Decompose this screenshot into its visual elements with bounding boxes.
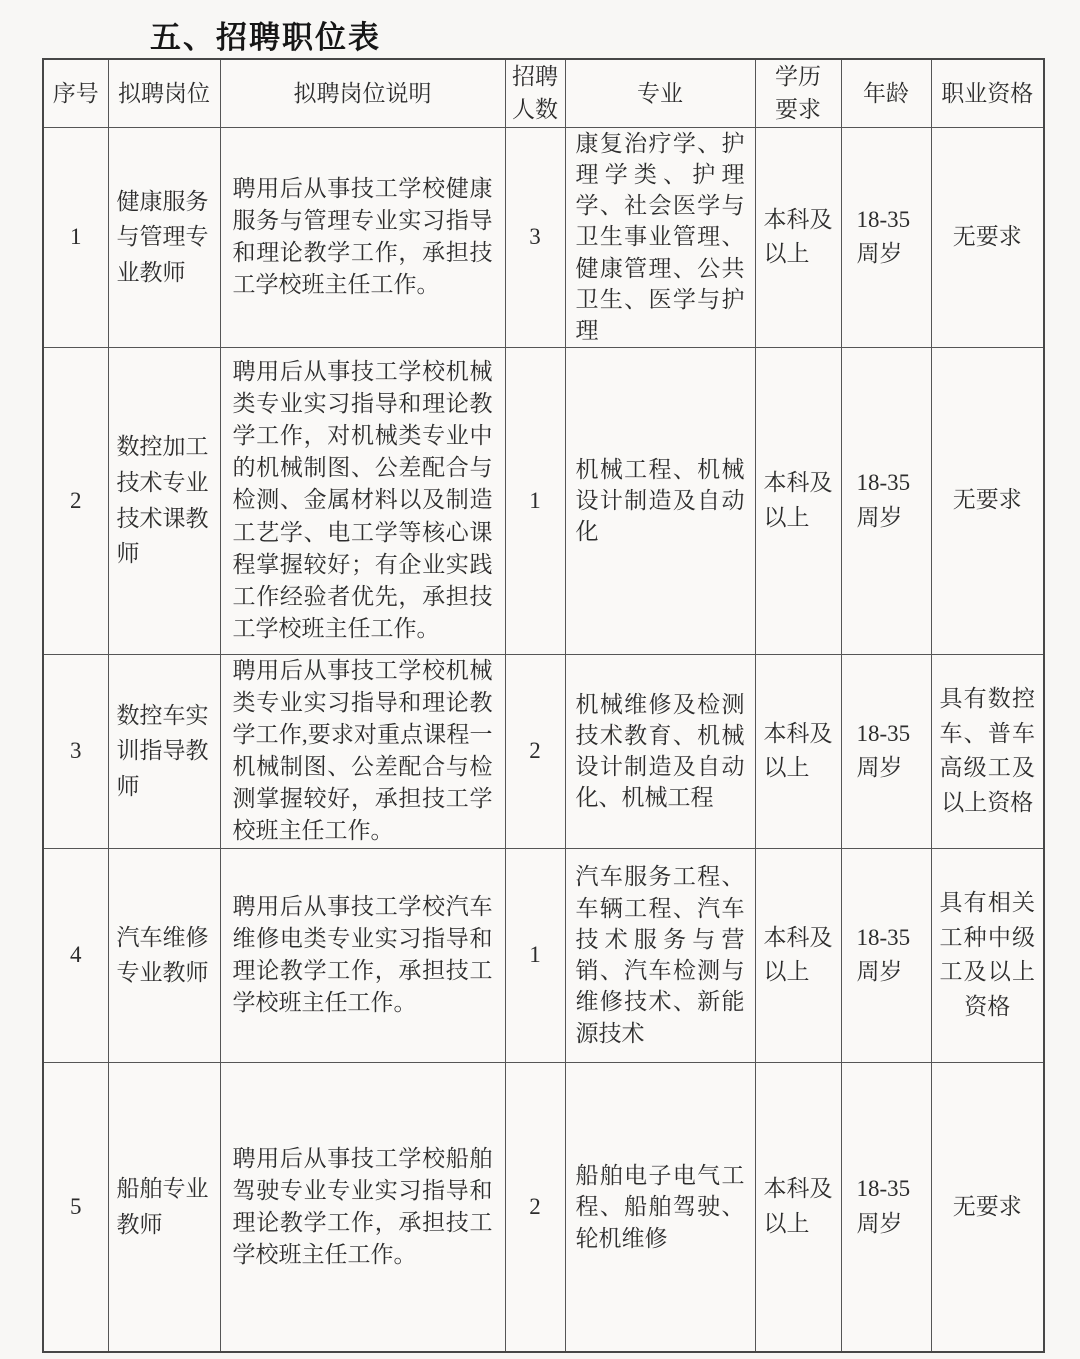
cell-professional-qualification: 具有数控车、普车高级工及以上资格 (931, 654, 1044, 848)
cell-education-requirement: 本科及以上 (755, 347, 841, 654)
cell-professional-qualification: 无要求 (931, 347, 1044, 654)
table-body (43, 127, 1044, 1352)
cell-recruit-count: 2 (505, 654, 565, 848)
cell-position-description: 聘用后从事技工学校机械类专业实习指导和理论教学工作，对机械类专业中的机械制图、公差配合与检测、金属材料以及制造工艺学、电工学等核心课程掌握较好；有企业实践工作经验者优先，承担技工学校班主任工作。 (220, 347, 505, 654)
cell-age: 18-35周岁 (841, 654, 931, 848)
cell-professional-qualification: 无要求 (931, 127, 1044, 347)
table-row (43, 347, 1044, 654)
cell-major: 机械维修及检测技术教育、机械设计制造及自动化、机械工程 (565, 654, 755, 848)
header-professional-qualification: 职业资格 (931, 59, 1044, 127)
cell-serial-number: 4 (43, 848, 108, 1062)
cell-education-requirement: 本科及以上 (755, 1062, 841, 1352)
header-major: 专业 (565, 59, 755, 127)
table-row (43, 127, 1044, 347)
header-row (43, 59, 1044, 127)
cell-professional-qualification: 无要求 (931, 1062, 1044, 1352)
cell-position: 汽车维修专业教师 (108, 848, 220, 1062)
cell-age: 18-35周岁 (841, 1062, 931, 1352)
cell-major: 汽车服务工程、车辆工程、汽车技术服务与营销、汽车检测与维修技术、新能源技术 (565, 848, 755, 1062)
cell-position: 数控车实训指导教师 (108, 654, 220, 848)
cell-major: 机械工程、机械设计制造及自动化 (565, 347, 755, 654)
cell-serial-number: 5 (43, 1062, 108, 1352)
cell-position-description: 聘用后从事技工学校船舶驾驶专业专业实习指导和理论教学工作，承担技工学校班主任工作。 (220, 1062, 505, 1352)
cell-serial-number: 3 (43, 654, 108, 848)
cell-professional-qualification: 具有相关工种中级工及以上资格 (931, 848, 1044, 1062)
table-row (43, 654, 1044, 848)
cell-age: 18-35周岁 (841, 347, 931, 654)
header-age: 年龄 (841, 59, 931, 127)
cell-position-description: 聘用后从事技工学校健康服务与管理专业实习指导和理论教学工作，承担技工学校班主任工作。 (220, 127, 505, 347)
page-title: 五、招聘职位表 (150, 20, 381, 55)
cell-position: 船舶专业教师 (108, 1062, 220, 1352)
cell-education-requirement: 本科及以上 (755, 848, 841, 1062)
cell-education-requirement: 本科及以上 (755, 654, 841, 848)
cell-recruit-count: 1 (505, 848, 565, 1062)
cell-position: 数控加工技术专业技术课教师 (108, 347, 220, 654)
recruitment-table (42, 58, 1045, 1353)
header-recruit-count: 招聘人数 (505, 59, 565, 127)
cell-serial-number: 2 (43, 347, 108, 654)
cell-position-description: 聘用后从事技工学校汽车维修电类专业实习指导和理论教学工作，承担技工学校班主任工作。 (220, 848, 505, 1062)
cell-recruit-count: 1 (505, 347, 565, 654)
header-serial-number: 序号 (43, 59, 108, 127)
cell-recruit-count: 3 (505, 127, 565, 347)
header-position-description: 拟聘岗位说明 (220, 59, 505, 127)
cell-age: 18-35周岁 (841, 848, 931, 1062)
cell-major: 船舶电子电气工程、船舶驾驶、轮机维修 (565, 1062, 755, 1352)
cell-recruit-count: 2 (505, 1062, 565, 1352)
cell-position: 健康服务与管理专业教师 (108, 127, 220, 347)
cell-position-description: 聘用后从事技工学校机械类专业实习指导和理论教学工作,要求对重点课程一机械制图、公差配合与检测掌握较好，承担技工学校班主任工作。 (220, 654, 505, 848)
cell-major: 康复治疗学、护理学类、护理学、社会医学与卫生事业管理、健康管理、公共卫生、医学与护理 (565, 127, 755, 347)
cell-education-requirement: 本科及以上 (755, 127, 841, 347)
cell-age: 18-35周岁 (841, 127, 931, 347)
table-row (43, 848, 1044, 1062)
header-position: 拟聘岗位 (108, 59, 220, 127)
cell-serial-number: 1 (43, 127, 108, 347)
table-row (43, 1062, 1044, 1352)
table-header (43, 59, 1044, 127)
header-education-requirement: 学历要求 (755, 59, 841, 127)
